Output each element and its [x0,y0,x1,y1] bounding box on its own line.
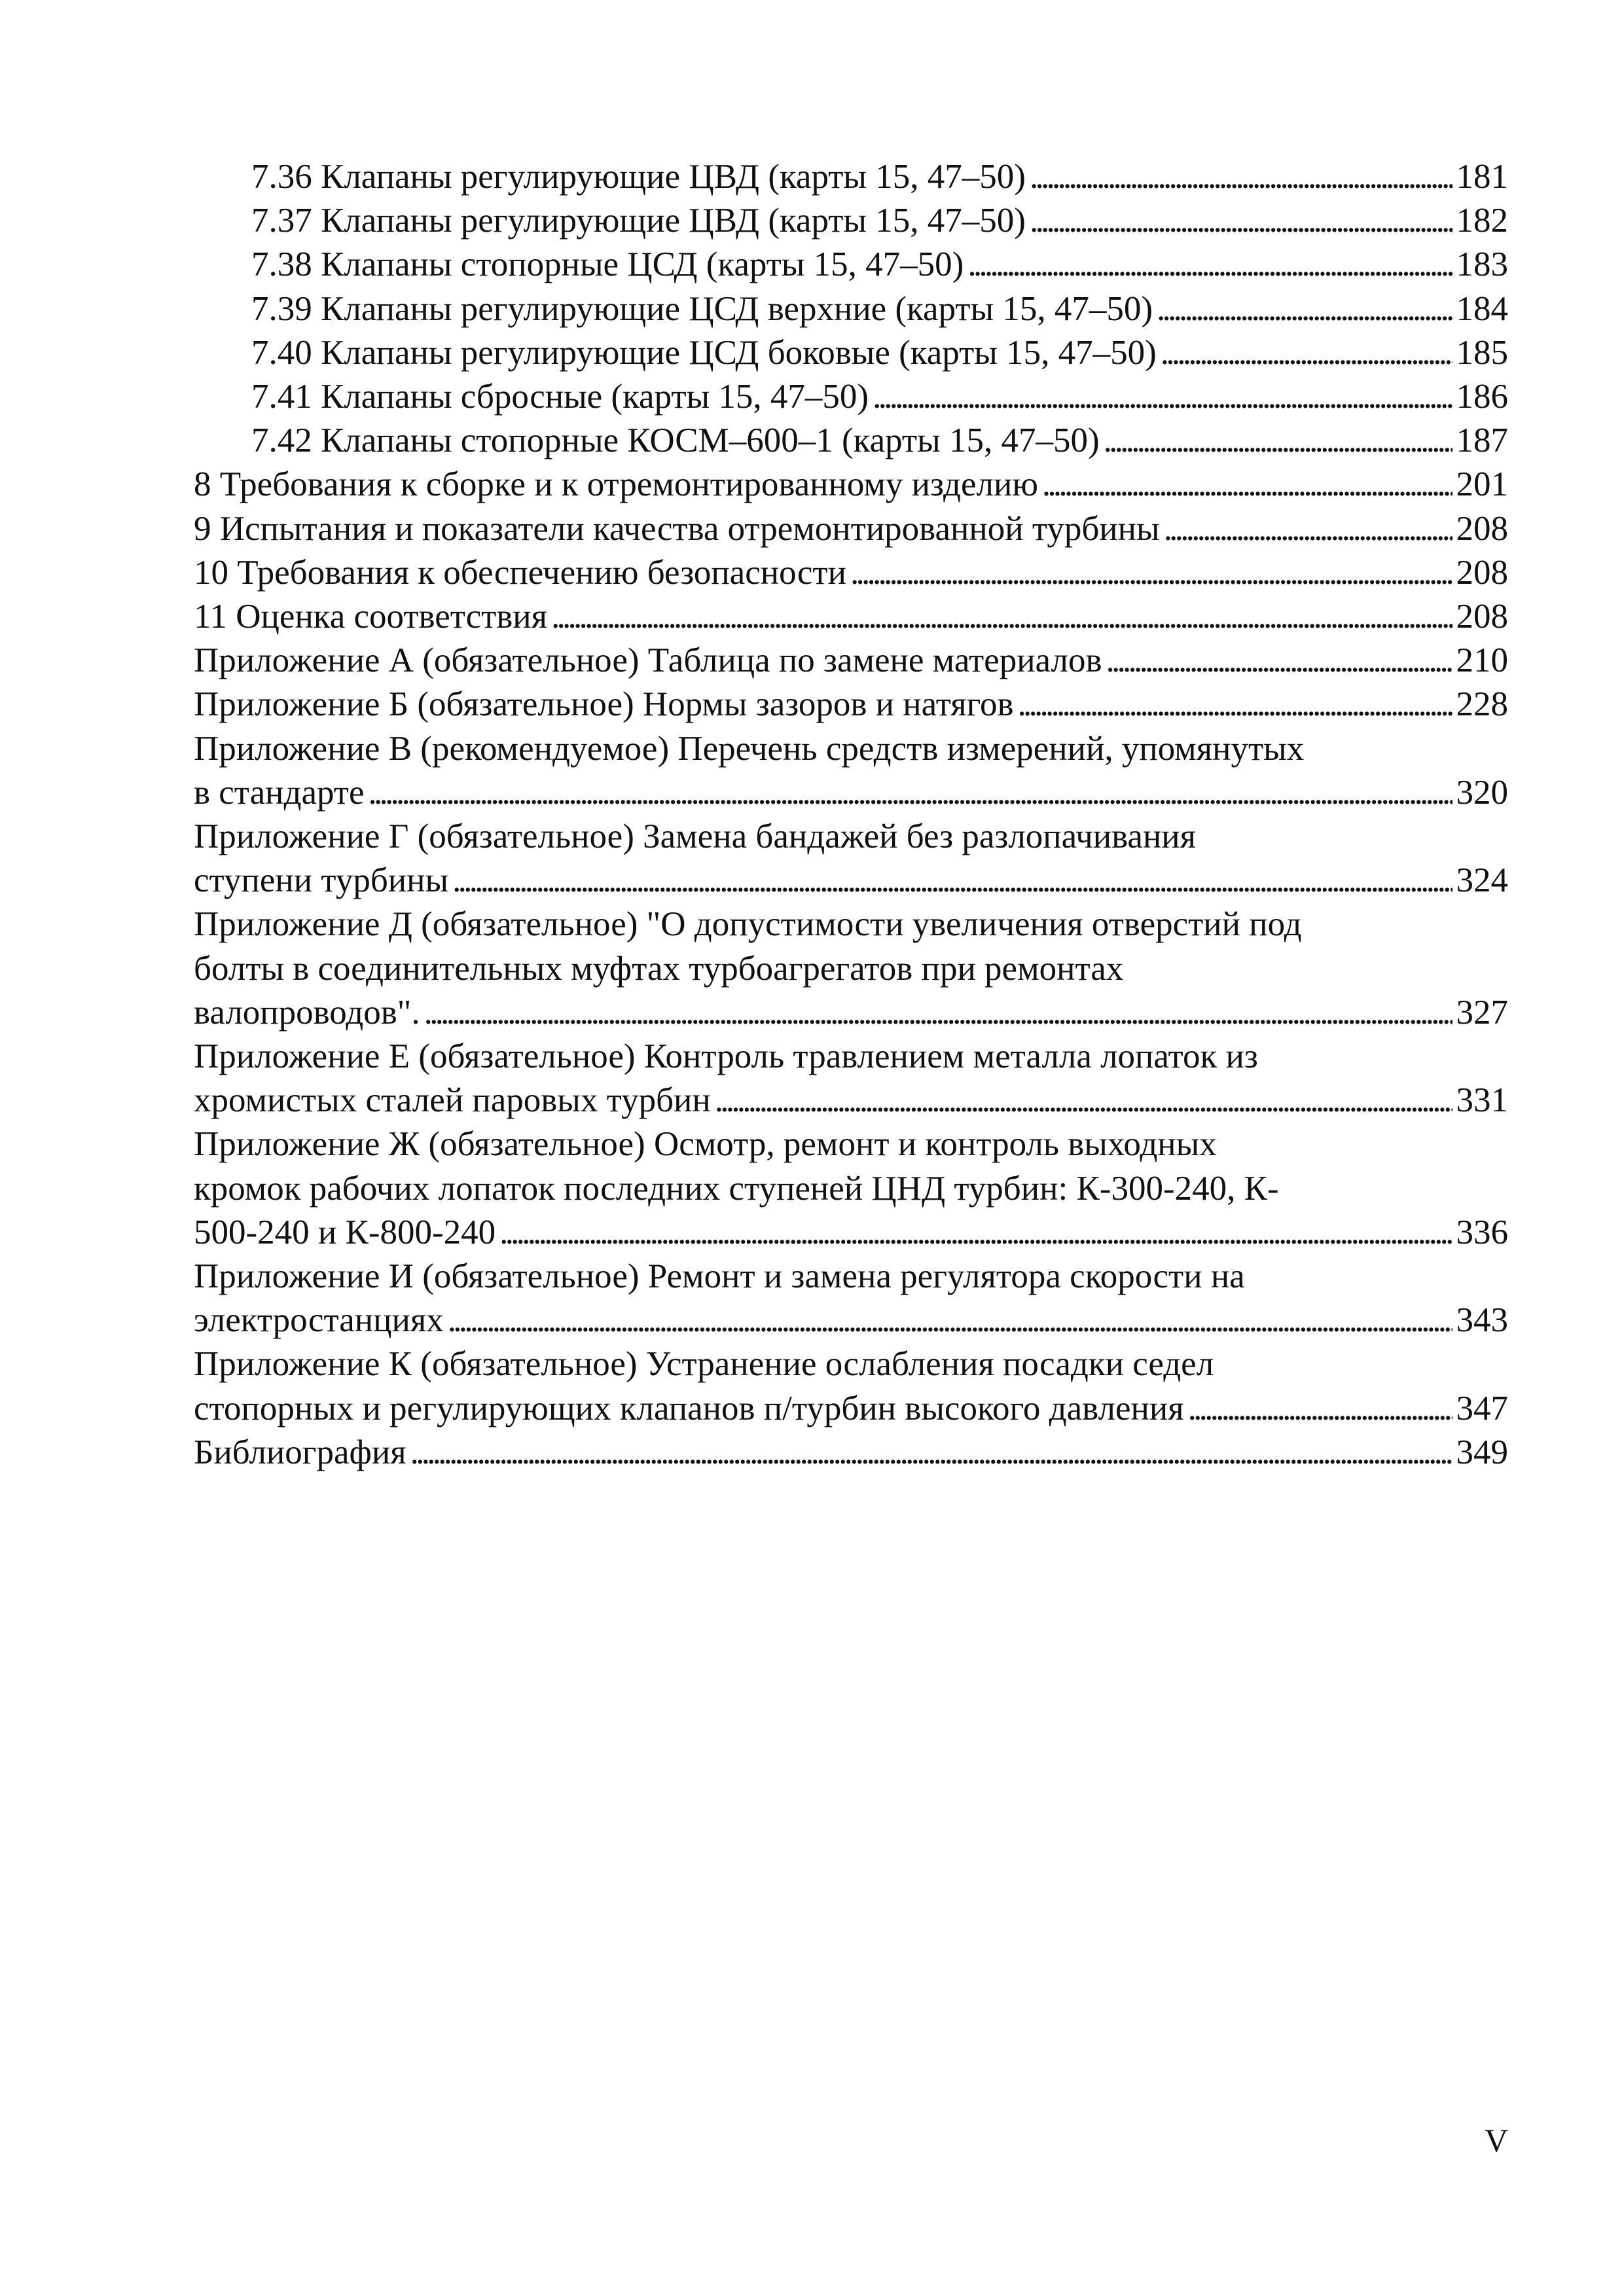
toc-entry-title: Библиография [194,1433,406,1471]
toc-page-number: 184 [1456,289,1508,328]
toc-entry[interactable] [194,463,1508,507]
toc-entry[interactable] [194,551,1508,595]
toc-entry-title: в стандарте [194,773,365,812]
toc-page-number: 208 [1456,553,1508,592]
dot-leader [368,771,1452,815]
toc-entry-title: 11 Оценка соответствия [194,598,548,636]
toc-page-number: 336 [1456,1213,1508,1251]
dot-leader [1104,419,1453,463]
toc-entry-title: стопорных и регулирующих клапанов п/турбин высокого давления [194,1389,1184,1427]
toc-page-number: 349 [1456,1433,1508,1471]
dot-leader [499,1211,1452,1255]
toc-entry-title: 7.37 Клапаны регулирующие ЦВД (карты 15, 47–50) [251,202,1026,240]
page-number: V [1485,2122,1509,2159]
toc-entry[interactable] [194,1035,1508,1122]
toc-page-number: 187 [1456,422,1508,460]
toc-entry-title-line: болты в соединительных муфтах турбоагрегатов при ремонтах [194,949,1124,988]
dot-leader [1030,155,1453,199]
toc-entry-title: Приложение А (обязательное) Таблица по замене материалов [194,641,1102,680]
dot-leader [1106,639,1453,683]
toc-page-number: 182 [1456,202,1508,240]
dot-leader [1188,1387,1453,1431]
toc-entry[interactable] [194,815,1508,903]
toc-entry-title: 7.40 Клапаны регулирующие ЦСД боковые (карты 15, 47–50) [251,333,1157,372]
toc-entry[interactable] [194,419,1508,463]
dot-leader [1042,463,1453,507]
toc-page-number: 331 [1456,1081,1508,1120]
toc-entry-title-line: Приложение Е (обязательное) Контроль травлением металла лопаток из [194,1037,1258,1076]
toc-entry[interactable] [194,639,1508,683]
toc-entry[interactable] [194,1342,1508,1430]
toc-entry[interactable] [194,243,1508,287]
toc-entry-title: валопроводов". [194,993,420,1031]
toc-entry-title-line: Приложение Г (обязательное) Замена бандажей без разлопачивания [194,817,1197,856]
toc-entry[interactable] [194,199,1508,243]
toc-entry[interactable] [194,1431,1508,1475]
dot-leader [448,1299,1453,1342]
toc-page-number: 185 [1456,333,1508,372]
toc-page-number: 210 [1456,641,1508,680]
toc-entry[interactable] [194,375,1508,419]
toc-entry[interactable] [194,507,1508,551]
toc-entry[interactable] [194,903,1508,1035]
toc-entry[interactable] [194,1122,1508,1255]
toc-page-number: 208 [1456,509,1508,548]
toc-page-number: 186 [1456,378,1508,416]
toc-page-number: 183 [1456,245,1508,284]
toc-entry-title: хромистых сталей паровых турбин [194,1081,711,1120]
dot-leader [1157,287,1452,331]
toc-entry[interactable] [194,1255,1508,1342]
toc-entry-title: 9 Испытания и показатели качества отремонтированной турбины [194,509,1160,548]
toc-entry-title-line: Приложение К (обязательное) Устранение ослабления посадки седел [194,1345,1214,1384]
dot-leader [1018,683,1453,726]
toc-entry[interactable] [194,155,1508,199]
toc-entry[interactable] [194,683,1508,726]
toc-page-number: 343 [1456,1301,1508,1340]
toc-entry-title: Приложение Б (обязательное) Нормы зазоров и натягов [194,685,1014,724]
toc-page-number: 181 [1456,158,1508,196]
toc-page-number: 208 [1456,598,1508,636]
dot-leader [551,595,1452,639]
dot-leader [1030,199,1453,243]
toc-entry-title: 7.42 Клапаны стопорные КОСМ–600–1 (карты 15, 47–50) [251,422,1100,460]
dot-leader [967,243,1452,287]
dot-leader [410,1431,1453,1475]
toc-page-number: 320 [1456,773,1508,812]
toc-entry[interactable] [194,595,1508,639]
toc-entry-title: 7.38 Клапаны стопорные ЦСД (карты 15, 47–50) [251,245,964,284]
toc-page-number: 324 [1456,861,1508,900]
toc-entry-title-line: кромок рабочих лопаток последних ступеней ЦНД турбин: К-300-240, К- [194,1169,1279,1208]
toc-page-number: 327 [1456,993,1508,1031]
toc-entry-title-line: Приложение В (рекомендуемое) Перечень средств измерений, упомянутых [194,729,1305,768]
table-of-contents [194,155,1508,1475]
toc-entry-title: 7.36 Клапаны регулирующие ЦВД (карты 15, 47–50) [251,158,1026,196]
toc-entry[interactable] [194,287,1508,331]
toc-entry-title: 7.41 Клапаны сбросные (карты 15, 47–50) [251,378,869,416]
toc-entry[interactable] [194,331,1508,375]
toc-page-number: 347 [1456,1389,1508,1427]
dot-leader [452,859,1452,903]
toc-page-number: 201 [1456,465,1508,504]
toc-page-number: 228 [1456,685,1508,724]
toc-entry-title: 500-240 и К-800-240 [194,1213,496,1251]
dot-leader [424,991,1453,1035]
toc-entry-title: 7.39 Клапаны регулирующие ЦСД верхние (карты 15, 47–50) [251,289,1153,328]
toc-entry-title: электростанциях [194,1301,444,1340]
toc-entry-title: 8 Требования к сборке и к отремонтированному изделию [194,465,1038,504]
toc-entry[interactable] [194,727,1508,815]
dot-leader [715,1079,1453,1122]
dot-leader [873,375,1452,419]
toc-entry-title: ступени турбины [194,861,449,900]
toc-entry-title-line: Приложение Д (обязательное) "О допустимости увеличения отверстий под [194,905,1302,944]
toc-entry-title-line: Приложение И (обязательное) Ремонт и замена регулятора скорости на [194,1257,1245,1296]
dot-leader [1161,331,1453,375]
toc-entry-title: 10 Требования к обеспечению безопасности [194,553,846,592]
dot-leader [850,551,1453,595]
dot-leader [1164,507,1453,551]
toc-entry-title-line: Приложение Ж (обязательное) Осмотр, ремонт и контроль выходных [194,1125,1217,1164]
